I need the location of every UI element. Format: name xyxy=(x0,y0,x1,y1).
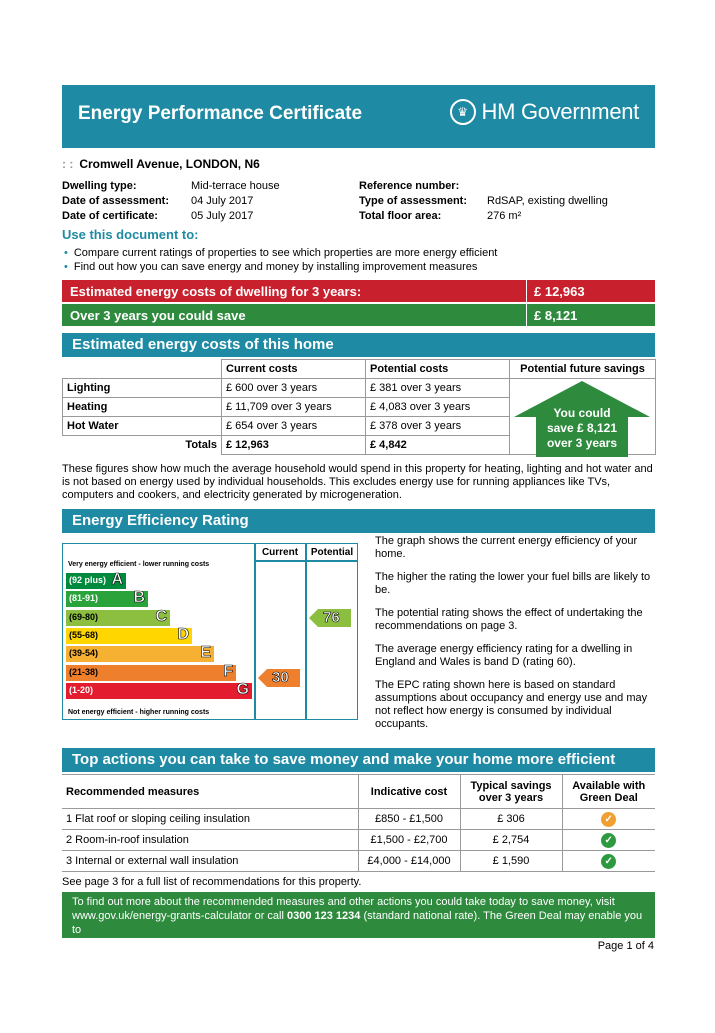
list-item: • Find out how you can save energy and money by installing improvement measures xyxy=(64,260,497,274)
use-document-title: Use this document to: xyxy=(62,227,199,242)
table-row: 1 Flat roof or sloping ceiling insulation £850 - £1,500 £ 306 ✓ xyxy=(62,809,655,830)
rating-band-g xyxy=(66,680,252,699)
estimated-cost-bar xyxy=(62,280,655,302)
rating-band-f xyxy=(66,662,236,681)
crest-icon: ♛ xyxy=(450,99,476,125)
details-right xyxy=(359,179,608,224)
table-row: Lighting £ 600 over 3 years £ 381 over 3 years You could save £ 8,121 over 3 years xyxy=(63,379,656,398)
paragraph: The average energy efficiency rating for a dwelling in England and Wales is band D (rating 60). xyxy=(375,643,633,668)
green-deal-tick-icon: ✓ xyxy=(601,854,616,869)
table-row: Hot Water £ 654 over 3 years £ 378 over 3 years xyxy=(63,417,656,436)
inefficient-label: Not energy efficient - higher running costs xyxy=(68,709,210,716)
green-deal-tick-icon: ✓ xyxy=(601,833,616,848)
band-range: (92 plus) xyxy=(69,575,107,585)
band-letter: A xyxy=(111,571,123,588)
detail-row: Type of assessment: RdSAP, existing dwelling xyxy=(359,195,608,207)
band-range: (39-54) xyxy=(69,648,99,659)
current-header: Current xyxy=(261,547,299,558)
table-header-row: Current costs Potential costs Potential future savings xyxy=(63,360,656,379)
potential-rating-value: 76 xyxy=(323,609,340,626)
band-range: (1-20) xyxy=(69,684,94,695)
estimated-cost-label: Estimated energy costs of dwelling for 3 years: xyxy=(70,284,362,299)
current-rating-marker xyxy=(258,669,300,692)
savings-arrow-text: You could save £ 8,121 over 3 years xyxy=(546,406,618,450)
could-save-value: £ 8,121 xyxy=(534,308,578,323)
rating-band-b xyxy=(66,591,148,607)
hm-government-text: HM Government xyxy=(481,99,639,124)
property-address: : : Cromwell Avenue, LONDON, N6 xyxy=(62,157,260,171)
use-document-list xyxy=(64,246,497,274)
rating-explanation xyxy=(375,535,655,731)
rating-band-a xyxy=(66,573,126,589)
estimated-cost-value: £ 12,963 xyxy=(534,284,585,299)
detail-row: Date of certificate: 05 July 2017 xyxy=(62,210,254,222)
rating-band-e xyxy=(66,646,214,662)
recommendations-footnote: See page 3 for a full list of recommendations for this property. xyxy=(62,876,362,888)
could-save-bar xyxy=(62,304,655,326)
potential-header: Potential xyxy=(310,547,354,558)
band-letter: B xyxy=(133,589,145,607)
address-text: Cromwell Avenue, LONDON, N6 xyxy=(79,157,260,171)
actions-section-title: Top actions you can take to save money and make your home more efficient xyxy=(62,748,655,772)
grants-link[interactable]: www.gov.uk/energy-grants-calculator or call xyxy=(72,910,287,922)
band-range: (55-68) xyxy=(69,629,99,640)
current-rating-value: 30 xyxy=(272,669,289,686)
certificate-title: Energy Performance Certificate xyxy=(78,103,363,124)
detail-row: Reference number: xyxy=(359,180,460,192)
band-range: (81-91) xyxy=(69,593,99,604)
band-letter: F xyxy=(223,662,233,680)
actions-table xyxy=(62,774,655,872)
could-save-label: Over 3 years you could save xyxy=(70,308,246,323)
band-range: (21-38) xyxy=(69,666,99,677)
costs-note: These figures show how much the average household would spend in this property for heating, lighting and hot water and is not based on energy used by individual households. This excludes energy use for running appliances like TVs, computers and cookers, and electricity generated by microgeneration. xyxy=(62,463,653,501)
paragraph: The EPC rating shown here is based on standard assumptions about occupancy and energy use and may not reflect how energy is consumed by individual occupants. xyxy=(375,679,648,730)
efficient-label: Very energy efficient - lower running costs xyxy=(68,561,210,568)
costs-table xyxy=(62,359,656,455)
list-item: • Compare current ratings of properties to see which properties are more energy efficient xyxy=(64,246,497,260)
table-header-row: Recommended measures Indicative cost Typical savings over 3 years Available with Green Deal xyxy=(62,775,655,809)
rating-section-title: Energy Efficiency Rating xyxy=(62,509,655,533)
savings-arrow-cell xyxy=(510,379,656,455)
detail-row: Total floor area: 276 m² xyxy=(359,210,522,222)
detail-row: Date of assessment: 04 July 2017 xyxy=(62,195,254,207)
certificate-header xyxy=(62,85,655,148)
potential-rating-marker xyxy=(309,609,351,632)
phone-number: 0300 123 1234 xyxy=(287,910,361,922)
totals-row: Totals £ 12,963 £ 4,842 xyxy=(63,436,656,455)
page-number: Page 1 of 4 xyxy=(597,940,654,952)
current-column xyxy=(254,544,306,719)
rating-band-c xyxy=(66,607,170,626)
hm-government-logo xyxy=(450,99,639,125)
band-range: (69-80) xyxy=(69,611,99,622)
table-row: Heating £ 11,709 over 3 years £ 4,083 over 3 years xyxy=(63,398,656,417)
band-letter: D xyxy=(177,625,189,643)
detail-row: Dwelling type: Mid-terrace house xyxy=(62,180,280,192)
green-deal-tick-icon: ✓ xyxy=(601,812,616,827)
band-letter: E xyxy=(200,644,211,662)
paragraph: The higher the rating the lower your fuel bills are likely to be. xyxy=(375,571,651,596)
band-letter: G xyxy=(236,680,249,698)
paragraph: The graph shows the current energy efficiency of your home. xyxy=(375,535,638,560)
table-row: 3 Internal or external wall insulation £4,000 - £14,000 £ 1,590 ✓ xyxy=(62,851,655,872)
rating-band-d xyxy=(66,625,192,644)
paragraph: The potential rating shows the effect of undertaking the recommendations on page 3. xyxy=(375,607,643,632)
details-left xyxy=(62,179,280,224)
table-row: 2 Room-in-roof insulation £1,500 - £2,700 £ 2,754 ✓ xyxy=(62,830,655,851)
band-letter: C xyxy=(155,607,167,625)
green-deal-info-box: To find out more about the recommended measures and other actions you could take today to save money, visit www.gov.uk/energy-grants-calculator or call 0300 123 1234 (standard national rate). The Green Deal may enable you to make your home warmer and cheaper to run. xyxy=(62,892,655,938)
costs-section-title: Estimated energy costs of this home xyxy=(62,333,655,357)
